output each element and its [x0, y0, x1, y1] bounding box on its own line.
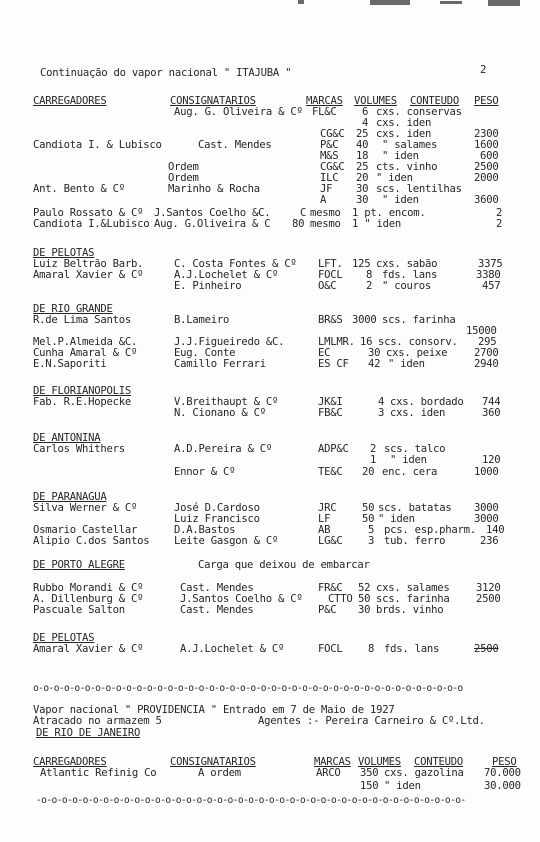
consignee: Luiz Francisco: [174, 513, 260, 525]
content: " iden: [384, 780, 421, 792]
consignee: E. Pinheiro: [174, 280, 242, 292]
mark: EC: [318, 347, 331, 359]
weight: 2500: [474, 643, 499, 655]
content: pcs. esp.pharm.: [384, 524, 476, 536]
content: " salames: [382, 139, 438, 151]
mark: LFT.: [318, 258, 343, 270]
weight: 1000: [474, 466, 499, 478]
volume: 50: [362, 502, 375, 514]
consignee: Aug. G. Oliveira & Cº: [174, 106, 303, 118]
section-title: DE PORTO ALEGRE: [33, 559, 125, 571]
volume: 25: [356, 161, 369, 173]
content: scs. consorv.: [378, 336, 458, 348]
weight: 2940: [474, 358, 499, 370]
content: brds. vinho: [376, 604, 444, 616]
consignee: D.A.Bastos: [174, 524, 236, 536]
volume: 25: [356, 128, 369, 140]
consignee: Aug. G.Oliveira & C: [154, 218, 271, 230]
weight: 3120: [476, 582, 501, 594]
document-title: Continuação do vapor nacional " ITAJUBA ": [40, 67, 292, 79]
mark: FR&C: [318, 582, 343, 594]
volume: 30: [356, 183, 369, 195]
mark: ILC: [320, 172, 339, 184]
scan-smudge: [298, 0, 304, 4]
volume: 30: [368, 347, 381, 359]
mark: CG&C: [320, 128, 345, 140]
content: cxs. iden: [390, 407, 446, 419]
consignee: A.J.Lochelet & Cº: [180, 643, 285, 655]
content: cxs. sabão: [376, 258, 438, 270]
volume: 125: [352, 258, 371, 270]
content: cxs. bordado: [390, 396, 464, 408]
content: enc. cera: [382, 466, 438, 478]
consignee: Cast. Mendes: [180, 604, 254, 616]
weight: 3000: [474, 513, 499, 525]
shipper: Amaral Xavier & Cº: [33, 643, 144, 655]
content: cxs. salames: [376, 582, 450, 594]
shipper: Pascuale Salton: [33, 604, 125, 616]
content: " iden: [388, 358, 425, 370]
volume: 50: [362, 513, 375, 525]
content: cxs. conservas: [376, 106, 462, 118]
content: scs. lentilhas: [376, 183, 462, 195]
column-header-consignatarios: CONSIGNATARIOS: [170, 95, 256, 107]
section-title: DE PELOTAS: [33, 247, 95, 259]
consignee: Ordem: [168, 161, 199, 173]
content: fds. lans: [384, 643, 440, 655]
section-title: DE ANTONINA: [33, 432, 101, 444]
volume: 20: [356, 172, 369, 184]
volume: 3: [368, 535, 375, 547]
weight: 600: [480, 150, 499, 162]
mark: TE&C: [318, 466, 343, 478]
volume: 150: [360, 780, 379, 792]
section-title: DE RIO GRANDE: [33, 303, 113, 315]
mark: JF: [320, 183, 333, 195]
section-title: DE PELOTAS: [33, 632, 95, 644]
section-note: Carga que deixou de embarcar: [198, 559, 370, 571]
volume: 8: [366, 269, 373, 281]
weight: 295: [478, 336, 497, 348]
volume: 42: [368, 358, 381, 370]
mark: ADP&C: [318, 443, 349, 455]
weight: 744: [482, 396, 501, 408]
consignee: Eug. Conte: [174, 347, 236, 359]
volume: 6: [362, 106, 369, 118]
shipper: Candiota I.&Lubisco: [33, 218, 150, 230]
volume: 3000: [352, 314, 377, 326]
column-header-conteudo-2: CONTEUDO: [414, 756, 464, 768]
mark: LF: [318, 513, 331, 525]
weight: 360: [482, 407, 501, 419]
shipper: R.de Lima Santos: [33, 314, 132, 326]
mark: FL&C: [312, 106, 337, 118]
mark: CG&C: [320, 161, 345, 173]
shipper: Carlos Whithers: [33, 443, 125, 455]
consignee: Cast. Mendes: [180, 582, 254, 594]
weight: 2: [496, 207, 503, 219]
content: " iden: [382, 194, 419, 206]
weight: 2000: [474, 172, 499, 184]
volume: 20: [362, 466, 375, 478]
column-header-consignatarios-2: CONSIGNATARIOS: [170, 756, 256, 768]
weight: 2700: [474, 347, 499, 359]
content: 1 pt. encom.: [352, 207, 426, 219]
content: " iden: [376, 172, 413, 184]
volume: 18: [356, 150, 369, 162]
mark: 80: [292, 218, 305, 230]
shipper: Cunha Amaral & Cº: [33, 347, 138, 359]
mark: O&C: [318, 280, 337, 292]
volume: mesmo: [310, 218, 341, 230]
weight: 1600: [474, 139, 499, 151]
column-header-carregadores-2: CARREGADORES: [33, 756, 107, 768]
consignee: A.D.Pereira & Cº: [174, 443, 273, 455]
volume: 52: [358, 582, 371, 594]
volume: 4: [362, 117, 369, 129]
consignee: N. Cionano & Cº: [174, 407, 266, 419]
content: scs. farinha: [376, 593, 450, 605]
content: scs. talco: [384, 443, 446, 455]
mark: C: [300, 207, 307, 219]
content: " iden: [382, 150, 419, 162]
column-header-volumes-2: VOLUMES: [358, 756, 401, 768]
volume: 2: [366, 280, 373, 292]
scan-smudge: [440, 1, 462, 4]
mark: M&S: [320, 150, 339, 162]
column-header-peso-2: PESO: [492, 756, 517, 768]
weight: 120: [482, 454, 501, 466]
consignee: Camillo Ferrari: [174, 358, 266, 370]
volume: 30: [358, 604, 371, 616]
column-header-marcas-2: MARCAS: [314, 756, 351, 768]
weight: 3000: [474, 502, 499, 514]
volume: 30: [356, 194, 369, 206]
weight: 3600: [474, 194, 499, 206]
mark: LMLMR.: [318, 336, 355, 348]
mark: JK&I: [318, 396, 343, 408]
column-header-conteudo: CONTEUDO: [410, 95, 460, 107]
section-title: DE FLORIANOPOLIS: [33, 385, 132, 397]
column-header-peso: PESO: [474, 95, 499, 107]
mark: CTTO: [328, 593, 353, 605]
weight: 236: [480, 535, 499, 547]
consignee: A ordem: [198, 767, 241, 779]
shipper: Fab. R.E.Hopecke: [33, 396, 132, 408]
shipper: Osmario Castellar: [33, 524, 138, 536]
weight: 3375: [478, 258, 503, 270]
berth-line: Atracado no armazem 5: [33, 715, 162, 727]
mark: FOCL: [318, 269, 343, 281]
weight: 30.000: [484, 780, 521, 792]
scan-smudge: [488, 0, 520, 6]
mark: FB&C: [318, 407, 343, 419]
agents-line: Agentes :- Pereira Carneiro & Cº.Ltd.: [258, 715, 485, 727]
shipper: Candiota I. & Lubisco: [33, 139, 162, 151]
content: fds. lans: [382, 269, 438, 281]
column-header-carregadores: CARREGADORES: [33, 95, 107, 107]
volume: 3: [378, 407, 385, 419]
volume: mesmo: [310, 207, 341, 219]
weight: 2500: [476, 593, 501, 605]
content: scs. farinha: [382, 314, 456, 326]
shipper: Rubbo Morandi & Cº: [33, 582, 144, 594]
mark: ES CF: [318, 358, 349, 370]
volume: 16: [360, 336, 373, 348]
content: cxs. iden: [376, 128, 432, 140]
consignee: J.J.Figueiredo &C.: [174, 336, 285, 348]
volume: 50: [358, 593, 371, 605]
mark: P&C: [318, 604, 337, 616]
origin-title: DE RIO DE JANEIRO: [36, 727, 141, 739]
mark: JRC: [318, 502, 337, 514]
consignee: B.Lameiro: [174, 314, 230, 326]
section-title: DE PARANAGUA: [33, 491, 107, 503]
volume: 350: [360, 767, 379, 779]
content: " iden: [390, 454, 427, 466]
consignee: J.Santos Coelho &C.: [154, 207, 271, 219]
mark: FOCL: [318, 643, 343, 655]
shipper: Silva Werner & Cº: [33, 502, 138, 514]
consignee: C. Costa Fontes & Cº: [174, 258, 297, 270]
content: 1 " iden: [352, 218, 402, 230]
consignee: A.J.Lochelet & Cº: [174, 269, 279, 281]
consignee: V.Breithaupt & Cº: [174, 396, 279, 408]
weight: 2: [496, 218, 503, 230]
volume: 5: [368, 524, 375, 536]
content: " couros: [382, 280, 432, 292]
weight: 2300: [474, 128, 499, 140]
content: tub. ferro: [384, 535, 446, 547]
content: cts. vinho: [376, 161, 438, 173]
volume: 40: [356, 139, 369, 151]
mark: ARCO: [316, 767, 341, 779]
shipper: Atlantic Refinig Co: [40, 767, 157, 779]
column-header-volumes: VOLUMES: [354, 95, 397, 107]
weight: 15000: [466, 325, 497, 337]
mark: BR&S: [318, 314, 343, 326]
page-number: 2: [480, 64, 487, 76]
weight: 457: [482, 280, 501, 292]
separator-line: o-o-o-o-o-o-o-o-o-o-o-o-o-o-o-o-o-o-o-o-o-o-o-o-o-o-o-o-o-o-o-o-o-o-o-o-o-o-o-o-o-o: [33, 683, 463, 694]
mark: A: [320, 194, 327, 206]
weight: 140: [486, 524, 505, 536]
weight: 3380: [476, 269, 501, 281]
consignee: J.Santos Coelho & Cº: [180, 593, 303, 605]
volume: 4: [378, 396, 385, 408]
mark: AB: [318, 524, 331, 536]
weight: 70.000: [484, 767, 521, 779]
content: cxs. gazolina: [384, 767, 464, 779]
volume: 8: [368, 643, 375, 655]
volume: 1: [370, 454, 377, 466]
consignee: José D.Cardoso: [174, 502, 260, 514]
consignee: Ennor & Cº: [174, 466, 236, 478]
shipper: Ant. Bento & Cº: [33, 183, 125, 195]
content: scs. batatas: [378, 502, 452, 514]
content: cxs. iden: [376, 117, 432, 129]
consignee: Ordem: [168, 172, 199, 184]
shipper: Amaral Xavier & Cº: [33, 269, 144, 281]
content: cxs. peixe: [386, 347, 448, 359]
shipper: E.N.Saporiti: [33, 358, 107, 370]
mark: LG&C: [318, 535, 343, 547]
weight: 2500: [474, 161, 499, 173]
shipper: Paulo Rossato & Cº: [33, 207, 144, 219]
scan-smudge: [370, 0, 410, 5]
consignee: Cast. Mendes: [198, 139, 272, 151]
column-header-marcas: MARCAS: [306, 95, 343, 107]
consignee: Marinho & Rocha: [168, 183, 260, 195]
vessel-line: Vapor nacional " PROVIDENCIA " Entrado em 7 de Maio de 1927: [33, 704, 395, 716]
volume: 2: [370, 443, 377, 455]
shipper: A. Dillenburg & Cº: [33, 593, 144, 605]
shipper: Alipio C.dos Santos: [33, 535, 150, 547]
mark: P&C: [320, 139, 339, 151]
content: " iden: [378, 513, 415, 525]
footer-separator: -o-o-o-o-o-o-o-o-o-o-o-o-o-o-o-o-o-o-o-o-o-o-o-o-o-o-o-o-o-o-o-o-o-o-o-o-o-o-o-o-o-: [36, 795, 466, 806]
consignee: Leite Gasgon & Cº: [174, 535, 279, 547]
shipper: Mel.P.Almeida &C.: [33, 336, 138, 348]
shipper: Luiz Beltrão Barb.: [33, 258, 144, 270]
